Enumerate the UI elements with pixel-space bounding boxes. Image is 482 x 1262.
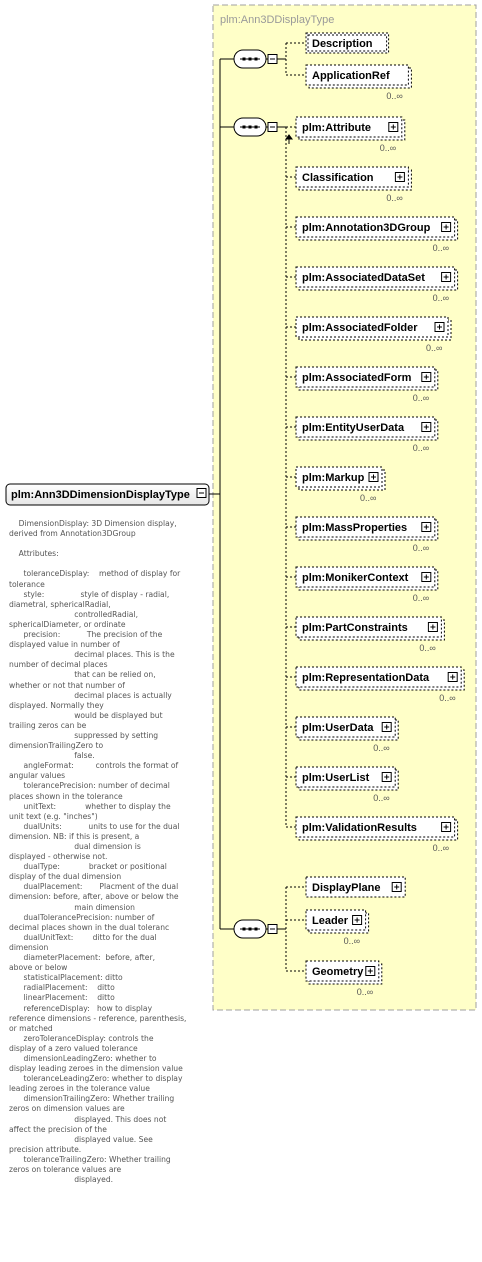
expand-icon[interactable] [422,373,431,382]
cardinality-label: 0..∞ [412,443,430,453]
collapse-toggle-icon[interactable] [268,123,277,132]
cardinality-label: 0..∞ [432,293,450,303]
type-extension-title: plm:Ann3DDisplayType [220,14,335,26]
expand-icon[interactable] [442,823,451,832]
element-label: plm:UserList [302,772,370,784]
expand-icon[interactable] [428,623,437,632]
expand-icon[interactable] [382,773,391,782]
expand-icon[interactable] [392,883,401,892]
collapse-toggle-icon[interactable] [268,925,277,934]
expand-icon[interactable] [369,473,378,482]
element-description[interactable] [306,33,389,53]
element-label: Classification [302,172,374,184]
cardinality-label: 0..∞ [432,843,450,853]
element-label: plm:Annotation3DGroup [302,222,431,234]
element-label: plm:Markup [302,472,365,484]
expand-icon[interactable] [389,123,398,132]
element-display-plane[interactable] [306,877,405,897]
type-extension-box [213,5,476,1010]
element-label: plm:UserData [302,722,374,734]
element-label: plm:ValidationResults [302,822,417,834]
expand-icon[interactable] [448,673,457,682]
element-label: plm:MonikerContext [302,572,409,584]
element-label: Geometry [312,966,364,978]
cardinality-label: 0..∞ [356,987,374,997]
cardinality-label: 0..∞ [373,743,390,753]
element-label: Description [312,38,373,50]
cardinality-label: 0..∞ [412,543,430,553]
element-label: plm:AssociatedFolder [302,322,418,334]
expand-icon[interactable] [442,273,451,282]
collapse-toggle-icon[interactable] [268,55,277,64]
element-label: plm:EntityUserData [302,422,405,434]
cardinality-label: 0..∞ [379,143,397,153]
expand-icon[interactable] [395,173,404,182]
cardinality-label: 0..∞ [412,393,430,403]
element-label: plm:AssociatedDataSet [302,272,425,284]
cardinality-label: 0..∞ [360,493,377,503]
element-label: plm:MassProperties [302,522,408,534]
expand-icon[interactable] [382,723,391,732]
element-label: ApplicationRef [312,70,390,82]
expand-icon[interactable] [422,423,431,432]
cardinality-label: 0..∞ [419,643,436,653]
element-label: plm:PartConstraints [302,622,408,634]
element-label: Leader [312,915,349,927]
element-label: plm:RepresentationData [302,672,430,684]
documentation-text: DimensionDisplay: 3D Dimension display, derived from Annotation3DGroup Attributes: toleranceDisplay: method of display for tolerance style: style of display - radial, diametral, sphericalRadial, controlledRadial, sphericalDiameter, or ordinate precision: The precision of the displayed value in number of decimal places. This is the number of decimal places that can be relied on, whether or not that number of decimal places is actually displayed. Normally they would be displayed but trailing zeros can be suppressed by setting dimensionTrailingZero to false. angleFormat: controls the format of angular values tolerancePrecision: number of decimal places shown in the tolerance unitText: whether to display the unit text (e.g. "inches") dualUnits: units to use for the dual dimension. NB: if this is present, a dual dimension is displayed - otherwise not. dualType: bracket or positional display of the dual dimension dualPlacement: Placment of the dual dimension: before, after, above or below the main dimension dualTolerancePrecision: number of decimal places shown in the dual toleranc dualUnitText: ditto for the dual dimension diameterPlacement: before, after, above or below statisticalPlacement: ditto radialPlacement: ditto linearPlacement: ditto referenceDisplay: how to display reference dimensions - reference, parenthesis, or matched zeroToleranceDisplay: controls the display of a zero valued tolerance dimensionLeadingZero: whether to display leading zeroes in the dimension value toleranceLeadingZero: whether to display leading zeroes in the tolerance value dimensionTrailingZero: Whether trailing zeros on dimension values are displayed. This does not affect the precision of the displayed value. See precision attribute. toleranceTrailingZero: Whether trailing zeros on tolerance values are displayed. [9,519,187,1185]
cardinality-label: 0..∞ [373,793,390,803]
expand-icon[interactable] [366,967,375,976]
cardinality-label: 0..∞ [439,693,456,703]
root-element[interactable] [6,484,209,505]
expand-icon[interactable] [422,573,431,582]
expand-icon[interactable] [442,223,451,232]
expand-icon[interactable] [353,916,362,925]
expand-icon[interactable] [435,323,444,332]
collapse-toggle-icon[interactable] [197,489,206,498]
expand-icon[interactable] [422,523,431,532]
cardinality-label: 0..∞ [432,243,450,253]
cardinality-label: 0..∞ [386,91,403,101]
cardinality-label: 0..∞ [386,193,403,203]
cardinality-label: 0..∞ [343,936,361,946]
cardinality-label: 0..∞ [412,593,430,603]
root-element-label: plm:Ann3DDimensionDisplayType [11,489,190,501]
cardinality-label: 0..∞ [426,343,443,353]
element-label: plm:Attribute [302,122,372,134]
element-label: DisplayPlane [312,882,381,894]
element-label: plm:AssociatedForm [302,372,412,384]
